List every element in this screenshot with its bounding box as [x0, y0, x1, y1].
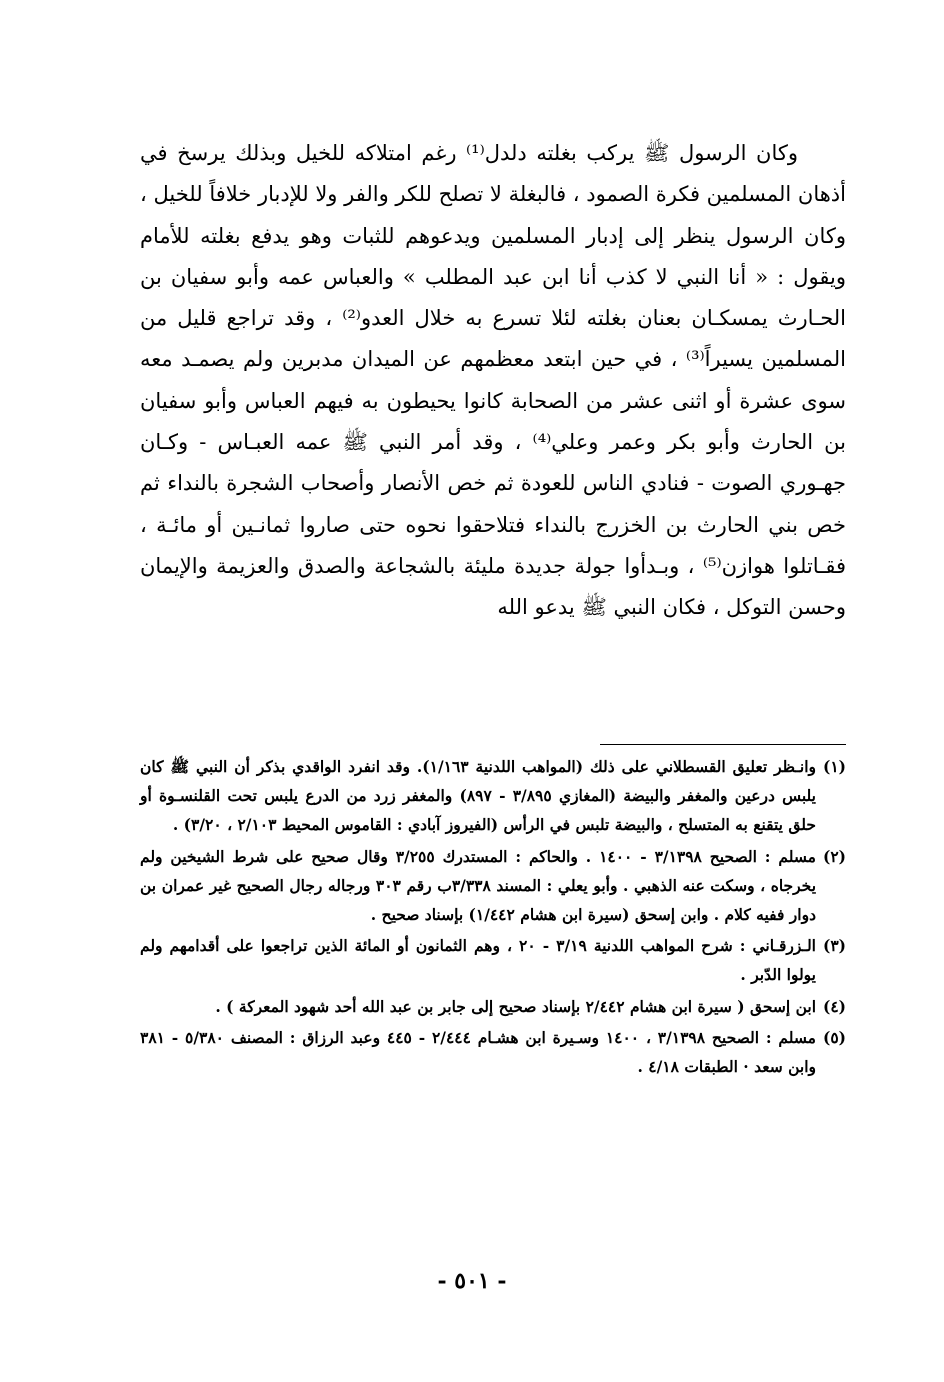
- page-number: - ٥٠١ -: [437, 1268, 507, 1294]
- footnote-3: [140, 931, 846, 989]
- footnote-text: مسلم : الصحيح ٣/١٣٩٨ - ١٤٠٠ . والحاكم : المستدرك ٣/٢٥٥ وقال صحيح على شرط الشيخين ولم يخرجاه ، وسكت عنه الذهبي . وأبو يعلي : المسند ٣/٣٣٨ب رقم ٣٠٣ ورجاله رجال الصحيح غير عمران بن دوار ففيه كلام . وابن إسحق (سيرة ابن هشام ١/٤٤٢) بإسناد صحيح .: [140, 846, 817, 925]
- footnote-number: (٢): [822, 846, 846, 866]
- footnote-2: [140, 842, 846, 930]
- footnote-text: الـزرقـاني : شرح المواهب اللدنية ٣/١٩ - ٢٠ ، وهم الثمانون أو المائة الذين تراجعوا على أقدامهم ولم يولوا الدّبر .: [140, 936, 816, 985]
- footnote-1: [140, 752, 846, 840]
- main-body-paragraph: وكان الرسول ﷺ يركب بغلته دلدل⁽¹⁾ رغم امتلاكه للخيل وبذلك يرسخ في أذهان المسلمين فكرة الصمود ، فالبغلة لا تصلح للكر والفر ولا للإدبار خلافاً للخيل ، وكان الرسول ينظر إلى إدبار المسلمين ويدعوهم للثبات وهو يدفع بغلته للأمام ويقول : « أنا النبي لا كذب أنا ابن عبد المطلب » والعباس عمه وأبو سفيان بن الحـارث يمسكـان بعنان بغلته لئلا تسرع به خلال العدو⁽²⁾ ، وقد تراجع قليل من المسلمين يسيراً⁽³⁾ ، في حين ابتعد معظمهم عن الميدان مدبرين ولم يصمـد معه سوى عشرة أو اثنى عشر من الصحابة كانوا يحيطون به فيهم العباس وأبو سفيان بن الحارث وأبو بكر وعمر وعلي⁽⁴⁾ ، وقد أمر النبي ﷺ عمه العبـاس - وكـان جهـوري الصوت - فنادي الناس للعودة ثم خص الأنصار وأصحاب الشجرة بالنداء ثم خص بني الحارث بن الخزرج بالنداء فتلاحقوا نحوه حتى صاروا ثمانـين أو مائـة ، فقـاتلوا هوازن⁽⁵⁾ ، وبـدأوا جولة جديدة مليئة بالشجاعة والصدق والعزيمة والإيمان وحسن التوكل ، فكان النبي ﷺ يدعو الله: [140, 141, 847, 620]
- footnote-number: (٤): [822, 996, 846, 1016]
- footnote-divider: [600, 744, 846, 745]
- footnote-text: ابن إسحق ( سيرة ابن هشام ٢/٤٤٢ بإسناد صحيح إلى جابر بن عبد الله أحد شهود المعركة ) .: [215, 996, 816, 1016]
- footnote-5: [140, 1023, 846, 1081]
- main-body-text: [140, 133, 846, 629]
- footnotes-list: [140, 752, 846, 1083]
- footnote-number: (٣): [822, 936, 846, 956]
- footnote-text: مسلم : الصحيح ٣/١٣٩٨ ، ١٤٠٠ وسـيرة ابن هشـام ٢/٤٤٤ - ٤٤٥ وعبد الرزاق : المصنف ٥/٣٨٠ - ٣٨١ وابن سعد · الطبقات ٤/١٨ .: [140, 1027, 816, 1077]
- footnote-4: [140, 992, 846, 1021]
- footnote-text: وانـظر تعليق القسطلاني على ذلك (المواهب اللدنية ١/١٦٣). وقد انفرد الواقدي بذكر أن النبي ﷺ كان يلبس درعين والمغفر والبيضة (المغازي ٣/٨٩٥ - ٨٩٧) والمغفر زرد من الدرع يلبس تحت القلنسـوة أو حلق يتقنع به المتسلح ، والبيضة تلبس في الرأس (الفيروز آبادي : القاموس المحيط ٢/١٠٣ ، ٣/٢٠) .: [140, 757, 816, 835]
- footnote-number: (١): [822, 757, 846, 776]
- footnote-number: (٥): [822, 1027, 846, 1047]
